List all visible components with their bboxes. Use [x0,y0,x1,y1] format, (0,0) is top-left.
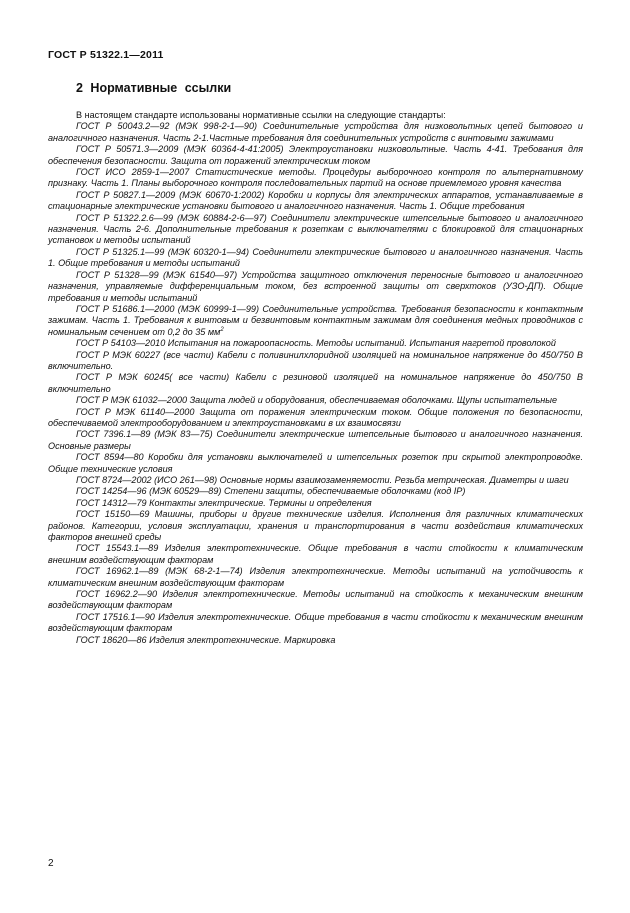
reference-title: Испытания на пожароопасность. Методы испытаний. Испытания нагретой проволокой [165,338,556,349]
document-id-header: ГОСТ Р 51322.1—2011 [48,49,164,61]
reference-item [48,144,583,167]
reference-item [48,247,583,270]
reference-item [48,429,583,452]
reference-code: ГОСТ Р 51325.1—99 (МЭК 60320-1—94) [76,246,249,257]
reference-title: Статистические методы. Процедуры выборочного контроля по альтернативному признаку. Часть 1. Планы выборочного контроля последовательных партий на основе приемлемого уровня качества [48,167,583,189]
reference-item [48,498,583,509]
reference-code: ГОСТ 18620—86 [76,634,147,645]
reference-code: ГОСТ 8724—2002 (ИСО 261—98) [76,475,218,485]
reference-title: Контакты электрические. Термины и определения [146,497,372,508]
reference-code: ГОСТ 17516.1—90 [76,611,155,622]
reference-code: ГОСТ 15543.1—89 [76,543,159,554]
reference-code: ГОСТ 8594—80 [76,452,144,463]
reference-title: Соединительные устройства для низковольтных цепей бытового и аналогичного назначения. Часть 2-1.Частные требования для соединительных устройств с винтовыми зажимами [48,121,583,143]
reference-item [48,635,583,646]
reference-title: Защита от поражения электрическим током. Общие положения по безопасности, обеспечиваемой электрооборудованием и электроустановками в их взаимосвязи [48,406,583,428]
reference-code: ГОСТ 14312—79 [76,497,147,508]
reference-title: Изделия электротехнические. Методы испытаний на стойкость к механическим внешним воздействующим факторам [48,589,583,611]
reference-title: Машины, приборы и другие технические изделия. Исполнения для различных климатических районов. Категории, условия эксплуатации, хранения и транспортирования в части воздействия климатических факторов внешней среды [48,509,583,543]
reference-title: Основные нормы взаимозаменяемости. Резьба метрическая. Диаметры и шаги [217,475,569,485]
reference-title: Защита людей и оборудования, обеспечиваемая оболочками. Щупы испытательные [187,395,558,406]
reference-item [48,213,583,247]
reference-code: ГОСТ 16962.1—89 (МЭК 68-2-1—74) [76,566,243,577]
reference-item [48,372,583,395]
reference-code: ГОСТ 7396.1—89 (МЭК 83—75) [76,429,213,440]
reference-item [48,304,583,338]
reference-code: ГОСТ ИСО 2859-1—2007 [76,167,190,178]
reference-title: Соединители электрические штепсельные бытового и аналогичного назначения. Основные размеры [48,429,583,451]
reference-title: Электроустановки низковольтные. Часть 4-41. Требования для обеспечения безопасности. Защита от поражений электрическим током [48,144,583,166]
section-title: 2 Нормативные ссылки [76,81,232,95]
reference-item [48,612,583,635]
reference-item [48,190,583,213]
reference-item [48,338,583,349]
reference-item [48,407,583,430]
intro-paragraph: В настоящем стандарте использованы нормативные ссылки на следующие стандарты: [76,110,446,120]
reference-title: Устройства защитного отключения переносные бытового и аналогичного назначения, управляемые дифференциальным током, без встроенной защиты от сверхтоков (УЗО-ДП). Общие требования и методы испытаний [48,269,583,303]
reference-code: ГОСТ Р МЭК 61140—2000 [76,406,195,417]
superscript: 2 [220,326,224,333]
reference-title: Изделия электротехнические. Общие требования в части стойкости к механическим внешним воздействующим факторам [48,611,583,634]
reference-item [48,589,583,612]
reference-code: ГОСТ Р 50827.1—2009 (МЭК 60670-1:2002) [76,189,265,200]
reference-item [48,475,583,486]
reference-code: ГОСТ Р 50043.2—92 (МЭК 998-2-1—90) [76,121,258,132]
reference-item [48,566,583,589]
reference-code: ГОСТ 15150—69 [76,509,150,520]
reference-code: ГОСТ Р МЭК 60227 (все части) [76,349,214,360]
reference-item [48,509,583,543]
reference-title: Кабели с поливинилхлоридной изоляцией на номинальное напряжение до 450/750 В включительно. [48,349,583,371]
reference-item [48,452,583,475]
reference-code: ГОСТ Р 54103—2010 [76,338,166,349]
reference-item [48,543,583,566]
reference-title: Коробки для установки выключателей и штепсельных розеток при скрытой электропроводке. Общие технические условия [48,452,583,474]
reference-title: Степени защиты, обеспечиваемые оболочками (код IP) [221,486,466,497]
reference-title: Изделия электротехнические. Общие требования в части стойкости к климатическим внешним воздействующим факторам [48,543,583,565]
reference-title: Изделия электротехнические. Маркировка [146,634,336,645]
reference-code: ГОСТ Р 51686.1—2000 (МЭК 60999-1—99) [76,303,260,314]
reference-item [48,486,583,497]
reference-code: ГОСТ Р 51322.2.6—99 (МЭК 60884-2-6—97) [76,212,267,223]
reference-code: ГОСТ Р МЭК 60245( все части) [76,372,230,383]
reference-title: Соединительные устройства. Требования безопасности к контактным зажимам. Часть 1. Требования к винтовым и безвинтовым контактным зажимам для соединения медных проводников с номинальным сечением от 0,2 до 35 мм [48,303,583,337]
references-body [48,110,583,646]
reference-item [48,350,583,373]
reference-item [48,270,583,304]
reference-item [48,121,583,144]
reference-code: ГОСТ Р 51328—99 (МЭК 61540—97) [76,269,238,280]
reference-title: Коробки и корпусы для электрических аппаратов, устанавливаемые в стационарные электрические установки бытового и аналогичного назначения. Часть 1. Общие требования [48,189,584,212]
reference-code: ГОСТ Р МЭК 61032—2000 [76,395,188,406]
page-number: 2 [48,858,54,869]
reference-title: Кабели с резиновой изоляцией на номинальное напряжение до 450/750 В включительно [48,372,584,394]
reference-code: ГОСТ 16962.2—90 [76,589,158,600]
reference-item [48,395,583,406]
reference-item [48,167,583,190]
reference-title: Соединители электрические бытового и аналогичного назначения. Часть 1. Общие требования и методы испытаний [48,246,583,269]
reference-code: ГОСТ Р 50571.3—2009 (МЭК 60364-4-41:2005) [76,144,284,155]
reference-code: ГОСТ 14254—96 (МЭК 60529—89) [76,486,222,497]
reference-title: Соединители электрические штепсельные бытового и аналогичного назначения. Часть 2-6. Дополнительные требования к розеткам с выключателями с блокировкой для стационарных установок и методы испытаний [48,212,584,246]
reference-title: Изделия электротехнические. Методы испытаний на устойчивость к климатическим внешним воздействующим факторам [48,566,583,588]
reference-list [48,121,583,646]
